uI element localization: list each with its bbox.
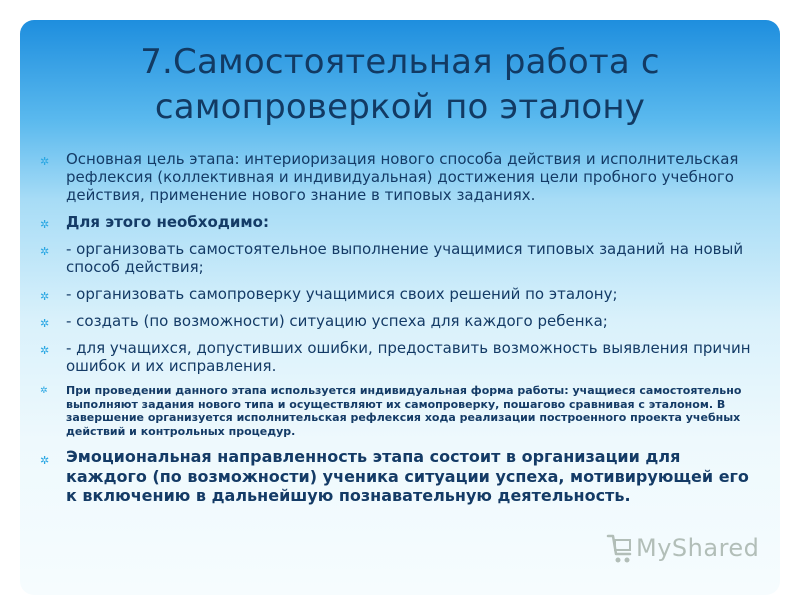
watermark-text: MyShared: [636, 534, 760, 562]
bullet-text: - организовать самостоятельное выполнение учащимися типовых заданий на новый способ действия;: [66, 240, 744, 276]
bullet-text: - создать (по возможности) ситуацию успеха для каждого ребенка;: [66, 312, 608, 330]
bullet-item-success: [40, 312, 760, 330]
asterisk-bullet-icon: ✲: [40, 290, 50, 303]
asterisk-bullet-icon: ✲: [40, 454, 50, 467]
shopping-cart-icon: [606, 532, 634, 566]
asterisk-bullet-icon: ✲: [40, 386, 48, 396]
asterisk-bullet-icon: ✲: [40, 245, 50, 258]
bullet-item-organize-work: [40, 240, 760, 276]
bullet-text: При проведении данного этапа используется индивидуальная форма работы: учащиеся самостоятельно выполняют задания нового типа и осуществляют их самопроверку, пошагово сравнивая с эталоном. В завершение организуется исполнительская рефлексия хода реализации построенного проекта учебных действий и контрольных процедур.: [66, 384, 742, 438]
bullet-text: Основная цель этапа: интериоризация нового способа действия и исполнительская рефлексия (коллективная и индивидуальная) достижения цели пробного учебного действия, применение нового знание в типовых заданиях.: [66, 150, 739, 204]
watermark: [606, 530, 764, 570]
slide-title: 7.Самостоятельная работа с самопроверкой по эталону: [140, 42, 660, 127]
bullet-list: [40, 150, 760, 506]
bullet-text: - организовать самопроверку учащимися своих решений по эталону;: [66, 285, 618, 303]
asterisk-bullet-icon: ✲: [40, 218, 50, 231]
bullet-text: Эмоциональная направленность этапа состоит в организации для каждого (по возможности) ученика ситуации успеха, мотивирующей его к включению в дальнейшую познавательную деятельность.: [66, 447, 749, 505]
bullet-item-goal: [40, 150, 760, 204]
bullet-item-requirements-heading: [40, 213, 760, 231]
bullet-text: - для учащихся, допустивших ошибки, предоставить возможность выявления причин ошибок и их исправления.: [66, 339, 751, 375]
asterisk-bullet-icon: ✲: [40, 317, 50, 330]
bullet-item-errors: [40, 339, 760, 375]
asterisk-bullet-icon: ✲: [40, 344, 50, 357]
bullet-item-individual-work: [40, 384, 760, 438]
bullet-item-self-check: [40, 285, 760, 303]
asterisk-bullet-icon: ✲: [40, 155, 50, 168]
bullet-text: Для этого необходимо:: [66, 213, 269, 231]
bullet-item-emotional: [40, 447, 760, 506]
